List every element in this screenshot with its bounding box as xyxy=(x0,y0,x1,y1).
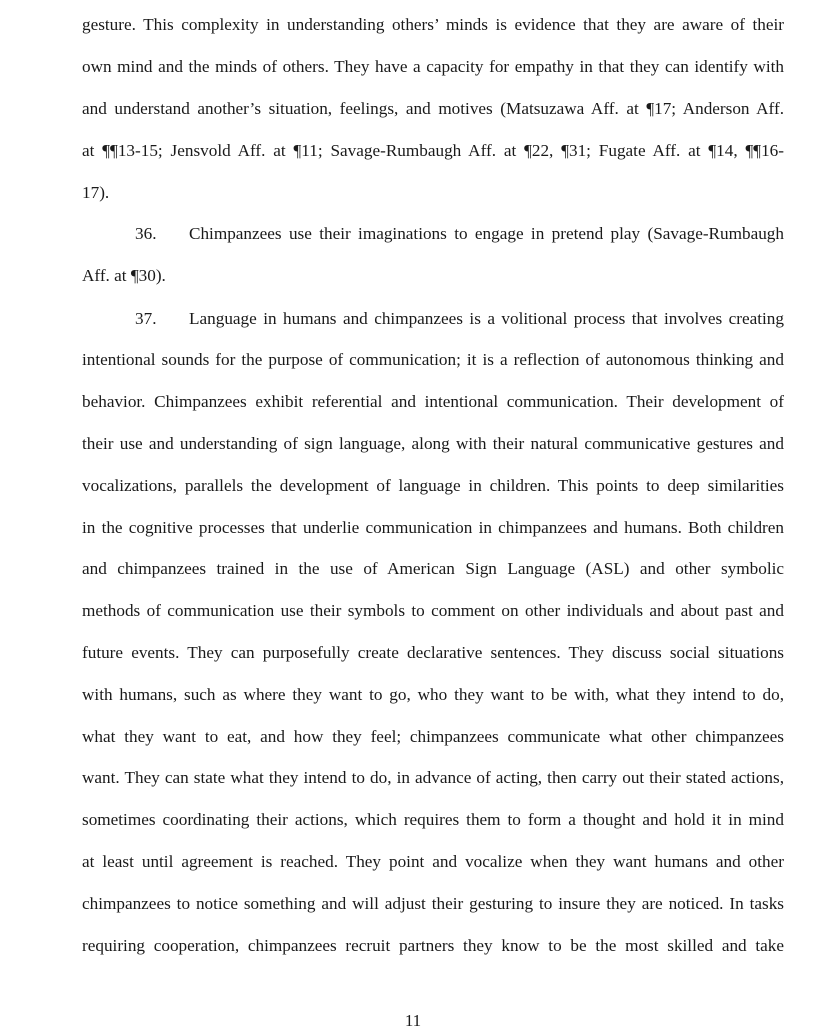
paragraph-37-first-line xyxy=(135,309,784,329)
text-line: behavior. Chimpanzees exhibit referential and intentional communication. Their development of xyxy=(82,392,784,411)
text-line: own mind and the minds of others. They have a capacity for empathy in that they can identify with xyxy=(82,57,784,76)
text-line: Aff. at ¶30). xyxy=(82,266,166,285)
text-line: requiring cooperation, chimpanzees recruit partners they know to be the most skilled and take xyxy=(82,936,784,955)
paragraph-36-first-line xyxy=(135,224,784,244)
text-line: their use and understanding of sign language, along with their natural communicative gestures and xyxy=(82,434,784,453)
text-line: gesture. This complexity in understanding others’ minds is evidence that they are aware of their xyxy=(82,15,784,34)
text-line: methods of communication use their symbols to comment on other individuals and about past and xyxy=(82,601,784,620)
text-line: intentional sounds for the purpose of communication; it is a reflection of autonomous thinking and xyxy=(82,350,784,369)
text-line: at ¶¶13-15; Jensvold Aff. at ¶11; Savage-Rumbaugh Aff. at ¶22, ¶31; Fugate Aff. at ¶14, ¶¶16- xyxy=(82,141,784,160)
paragraph-number: 36. xyxy=(135,224,157,243)
text-line: Chimpanzees use their imaginations to engage in pretend play (Savage-Rumbaugh xyxy=(189,224,784,243)
text-line: future events. They can purposefully create declarative sentences. They discuss social situations xyxy=(82,643,784,662)
paragraph-number: 37. xyxy=(135,309,157,328)
text-line: in the cognitive processes that underlie communication in chimpanzees and humans. Both children xyxy=(82,518,784,537)
text-line: want. They can state what they intend to do, in advance of acting, then carry out their stated actions, xyxy=(82,768,784,787)
text-line: with humans, such as where they want to go, who they want to be with, what they intend to do, xyxy=(82,685,784,704)
text-line: vocalizations, parallels the development of language in children. This points to deep similarities xyxy=(82,476,784,495)
page-number: 11 xyxy=(404,1011,422,1030)
text-line: what they want to eat, and how they feel; chimpanzees communicate what other chimpanzees xyxy=(82,727,784,746)
text-line: and chimpanzees trained in the use of American Sign Language (ASL) and other symbolic xyxy=(82,559,784,578)
text-line: 17). xyxy=(82,183,110,202)
text-line: chimpanzees to notice something and will adjust their gesturing to insure they are noticed. In tasks xyxy=(82,894,784,913)
text-line: at least until agreement is reached. They point and vocalize when they want humans and other xyxy=(82,852,784,871)
text-line: sometimes coordinating their actions, which requires them to form a thought and hold it in mind xyxy=(82,810,784,829)
text-line: Language in humans and chimpanzees is a volitional process that involves creating xyxy=(189,309,784,328)
text-line: and understand another’s situation, feelings, and motives (Matsuzawa Aff. at ¶17; Anderson Aff. xyxy=(82,99,784,118)
